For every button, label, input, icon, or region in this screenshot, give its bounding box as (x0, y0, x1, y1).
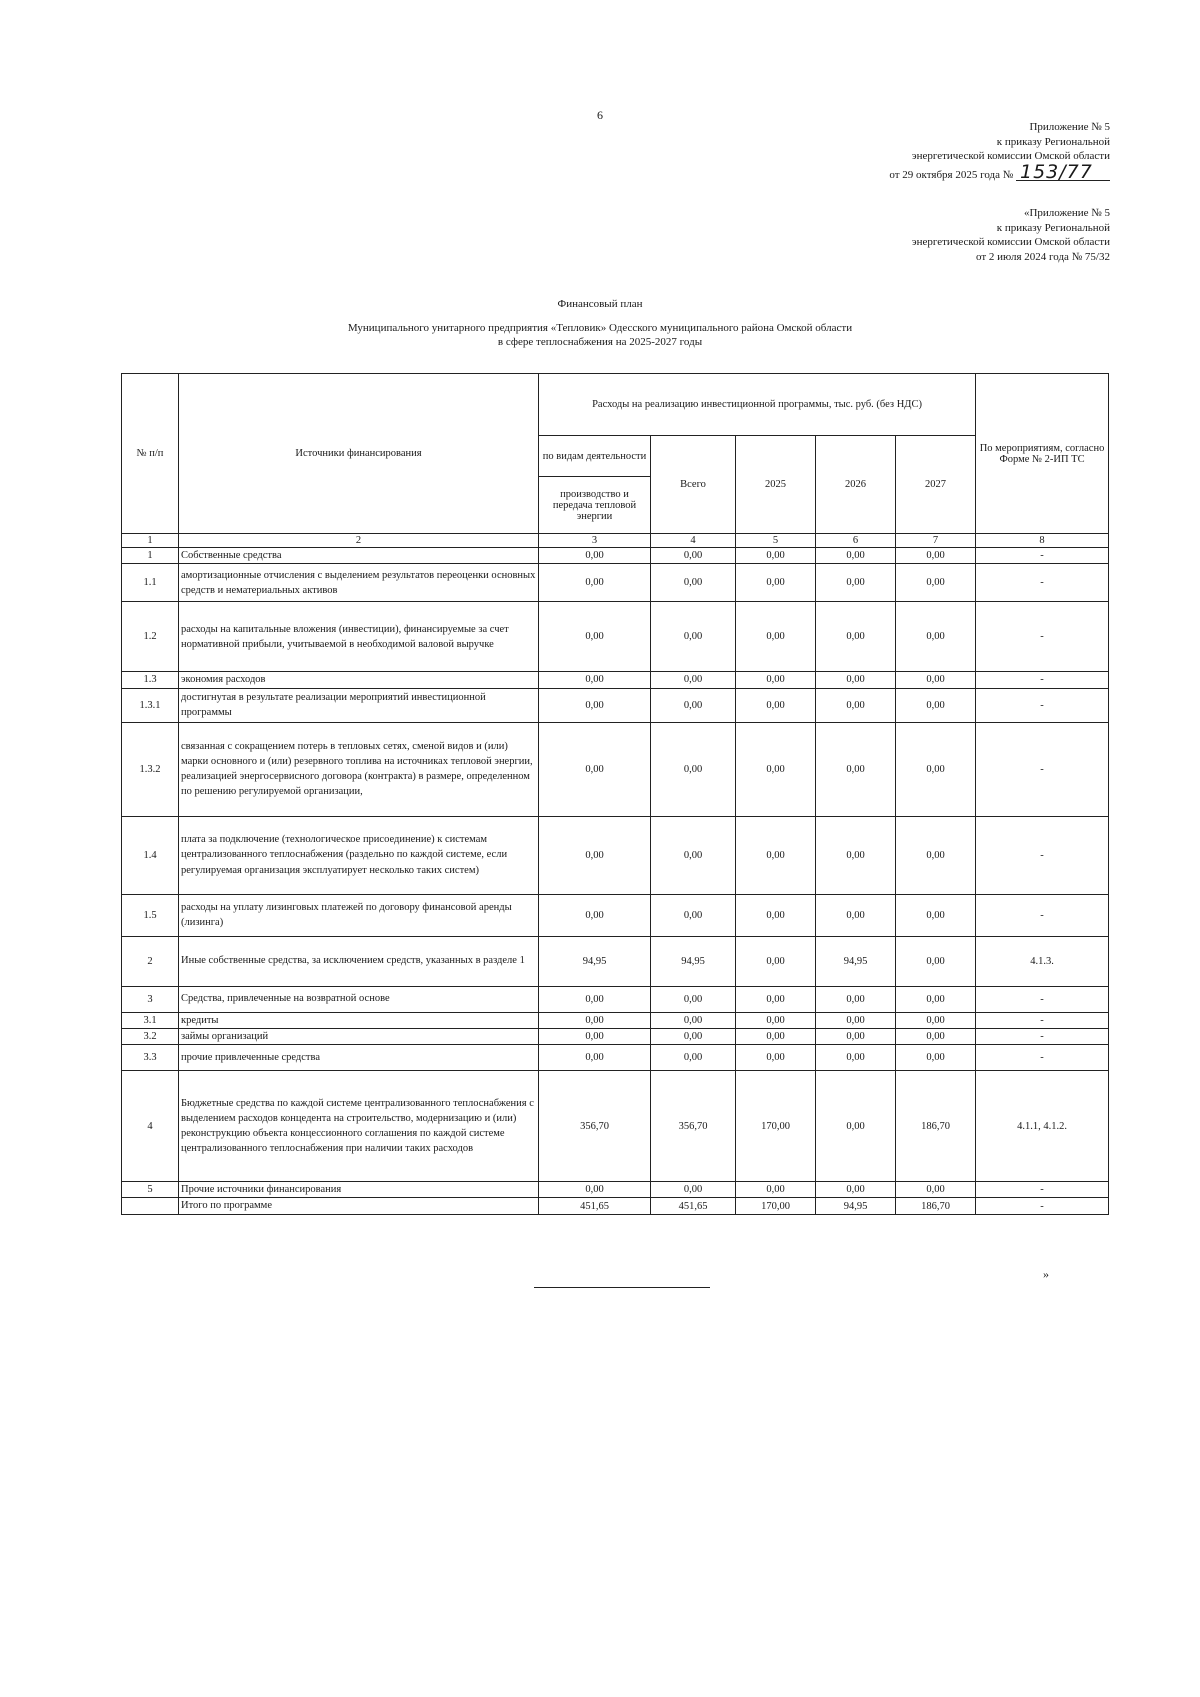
value-cell: 0,00 (651, 548, 736, 564)
value-cell: 0,00 (736, 688, 816, 722)
row-number-cell: 5 (122, 1182, 179, 1198)
value-cell: 0,00 (736, 894, 816, 936)
value-cell: 0,00 (736, 1012, 816, 1028)
value-cell: 0,00 (896, 1012, 976, 1028)
value-cell: 0,00 (539, 672, 651, 688)
source-name-cell: Иные собственные средства, за исключением средств, указанных в разделе 1 (179, 936, 539, 986)
measure-ref-cell: - (976, 1182, 1109, 1198)
table-row (122, 602, 1109, 672)
value-cell: 0,00 (736, 936, 816, 986)
value-cell: 170,00 (736, 1071, 816, 1182)
column-number-cell: 1 (122, 534, 179, 548)
header-total: Всего (651, 436, 736, 534)
value-cell: 0,00 (539, 688, 651, 722)
value-cell: 0,00 (651, 564, 736, 602)
document-title (0, 297, 1200, 350)
table-row (122, 722, 1109, 816)
table-row (122, 1012, 1109, 1028)
attachment-header-previous (912, 206, 1110, 264)
value-cell: 0,00 (896, 894, 976, 936)
table-row (122, 1028, 1109, 1044)
header-2025: 2025 (736, 436, 816, 534)
attachment-line: «Приложение № 5 (1023, 207, 1110, 219)
value-cell: 0,00 (816, 1012, 896, 1028)
row-number-cell: 4 (122, 1071, 179, 1182)
row-number-cell: 1.3 (122, 672, 179, 688)
source-name-cell: Итого по программе (179, 1198, 539, 1214)
attachment-line: к приказу Региональной (996, 221, 1110, 234)
row-number-cell: 1.2 (122, 602, 179, 672)
table-row (122, 816, 1109, 894)
value-cell: 0,00 (736, 548, 816, 564)
measure-ref-cell: 4.1.3. (976, 936, 1109, 986)
value-cell: 0,00 (736, 602, 816, 672)
row-number-cell: 1.3.1 (122, 688, 179, 722)
source-name-cell: расходы на капитальные вложения (инвестиции), финансируемые за счет нормативной прибыли, учитываемой в необходимой валовой выручке (179, 602, 539, 672)
row-number-cell: 1.1 (122, 564, 179, 602)
value-cell: 0,00 (896, 688, 976, 722)
table-row (122, 1182, 1109, 1198)
attachment-date: от 29 октября 2025 года № (889, 168, 1014, 181)
source-name-cell: экономия расходов (179, 672, 539, 688)
page-number: 6 (597, 108, 603, 122)
attachment-line: от 2 июля 2024 года № 75/32 (976, 250, 1110, 263)
attachment-line: к приказу Региональной (996, 135, 1110, 148)
value-cell: 0,00 (896, 602, 976, 672)
value-cell: 94,95 (651, 936, 736, 986)
closing-quote: » (1043, 1267, 1049, 1281)
value-cell: 0,00 (736, 722, 816, 816)
title-line: Финансовый план (557, 298, 643, 310)
value-cell: 0,00 (896, 722, 976, 816)
value-cell: 0,00 (736, 816, 816, 894)
value-cell: 0,00 (816, 986, 896, 1012)
value-cell: 0,00 (816, 672, 896, 688)
value-cell: 0,00 (816, 894, 896, 936)
source-name-cell: Прочие источники финансирования (179, 1182, 539, 1198)
value-cell: 356,70 (651, 1071, 736, 1182)
value-cell: 0,00 (896, 1045, 976, 1071)
value-cell: 186,70 (896, 1198, 976, 1214)
value-cell: 0,00 (651, 672, 736, 688)
value-cell: 0,00 (816, 722, 896, 816)
measure-ref-cell: - (976, 548, 1109, 564)
measure-ref-cell: - (976, 602, 1109, 672)
value-cell: 0,00 (651, 986, 736, 1012)
header-expenses-group: Расходы на реализацию инвестиционной программы, тыс. руб. (без НДС) (539, 374, 976, 436)
value-cell: 0,00 (736, 986, 816, 1012)
value-cell: 451,65 (539, 1198, 651, 1214)
source-name-cell: прочие привлеченные средства (179, 1045, 539, 1071)
source-name-cell: займы организаций (179, 1028, 539, 1044)
value-cell: 0,00 (816, 564, 896, 602)
row-number-cell: 3 (122, 986, 179, 1012)
measure-ref-cell: 4.1.1, 4.1.2. (976, 1071, 1109, 1182)
table-row (122, 548, 1109, 564)
source-name-cell: связанная с сокращением потерь в тепловых сетях, сменой видов и (или) марки основного и (или) резервного топлива на источниках тепловой энергии, реализацией энергосервисного договора (контракта) в размере, определенном по решению регулируемой организации, (179, 722, 539, 816)
value-cell: 0,00 (896, 816, 976, 894)
title-line: в сфере теплоснабжения на 2025-2027 годы (497, 336, 703, 348)
separator-line (534, 1287, 710, 1288)
value-cell: 0,00 (539, 564, 651, 602)
row-number-cell: 3.2 (122, 1028, 179, 1044)
measure-ref-cell: - (976, 688, 1109, 722)
column-number-cell: 4 (651, 534, 736, 548)
value-cell: 356,70 (539, 1071, 651, 1182)
value-cell: 0,00 (896, 564, 976, 602)
table-row (122, 688, 1109, 722)
value-cell: 0,00 (651, 816, 736, 894)
value-cell: 0,00 (896, 548, 976, 564)
value-cell: 94,95 (816, 1198, 896, 1214)
measure-ref-cell: - (976, 894, 1109, 936)
value-cell: 0,00 (539, 602, 651, 672)
source-name-cell: Собственные средства (179, 548, 539, 564)
table-body (122, 534, 1109, 1215)
row-number-cell: 1.3.2 (122, 722, 179, 816)
value-cell: 0,00 (816, 1045, 896, 1071)
header-num: № п/п (122, 374, 179, 534)
value-cell: 0,00 (651, 722, 736, 816)
measure-ref-cell: - (976, 986, 1109, 1012)
financial-plan-table (121, 373, 1109, 1215)
source-name-cell: амортизационные отчисления с выделением результатов переоценки основных средств и нематериальных активов (179, 564, 539, 602)
source-name-cell: достигнутая в результате реализации мероприятий инвестиционной программы (179, 688, 539, 722)
value-cell: 0,00 (539, 816, 651, 894)
value-cell: 0,00 (539, 1045, 651, 1071)
value-cell: 0,00 (539, 1028, 651, 1044)
attachment-line: энергетической комиссии Омской области (911, 236, 1110, 248)
value-cell: 0,00 (736, 1028, 816, 1044)
value-cell: 0,00 (539, 1182, 651, 1198)
value-cell: 0,00 (816, 1182, 896, 1198)
value-cell: 170,00 (736, 1198, 816, 1214)
table-row (122, 1045, 1109, 1071)
source-name-cell: кредиты (179, 1012, 539, 1028)
row-number-cell: 1.5 (122, 894, 179, 936)
header-source: Источники финансирования (179, 374, 539, 534)
measure-ref-cell: - (976, 1012, 1109, 1028)
value-cell: 0,00 (651, 1028, 736, 1044)
value-cell: 0,00 (816, 602, 896, 672)
row-number-cell (122, 1198, 179, 1214)
column-number-cell: 7 (896, 534, 976, 548)
row-number-cell: 1 (122, 548, 179, 564)
value-cell: 0,00 (896, 986, 976, 1012)
column-number-cell: 5 (736, 534, 816, 548)
header-activity-type: производство и передача тепловой энергии (539, 477, 651, 534)
table-row (122, 986, 1109, 1012)
value-cell: 0,00 (651, 602, 736, 672)
value-cell: 0,00 (651, 1012, 736, 1028)
value-cell: 0,00 (651, 1182, 736, 1198)
row-number-cell: 1.4 (122, 816, 179, 894)
value-cell: 0,00 (539, 986, 651, 1012)
row-number-cell: 2 (122, 936, 179, 986)
source-name-cell: плата за подключение (технологическое присоединение) к системам централизованного теплоснабжения (раздельно по каждой системе, если регулируемая организация эксплуатирует несколько таких систем) (179, 816, 539, 894)
value-cell: 0,00 (736, 564, 816, 602)
table-row (122, 894, 1109, 936)
measure-ref-cell: - (976, 672, 1109, 688)
value-cell: 0,00 (539, 722, 651, 816)
value-cell: 186,70 (896, 1071, 976, 1182)
table-row (122, 1071, 1109, 1182)
source-name-cell: Бюджетные средства по каждой системе централизованного теплоснабжения с выделением расходов концедента на строительство, модернизацию и (или) реконструкцию объекта концессионного соглашения по каждой системе централизованного теплоснабжения при наличии таких расходов (179, 1071, 539, 1182)
value-cell: 0,00 (736, 672, 816, 688)
value-cell: 0,00 (896, 1182, 976, 1198)
measure-ref-cell: - (976, 1198, 1109, 1214)
attachment-date-line (889, 160, 1110, 183)
value-cell: 0,00 (816, 816, 896, 894)
table-row (122, 1198, 1109, 1214)
column-number-cell: 6 (816, 534, 896, 548)
value-cell: 0,00 (816, 688, 896, 722)
value-cell: 451,65 (651, 1198, 736, 1214)
column-number-row (122, 534, 1109, 548)
header-by-measures: По мероприятиям, согласно Форме № 2-ИП ТС (976, 374, 1109, 534)
header-2027: 2027 (896, 436, 976, 534)
value-cell: 0,00 (816, 548, 896, 564)
measure-ref-cell: - (976, 564, 1109, 602)
measure-ref-cell: - (976, 1028, 1109, 1044)
value-cell: 0,00 (816, 1071, 896, 1182)
value-cell: 0,00 (896, 672, 976, 688)
value-cell: 0,00 (896, 1028, 976, 1044)
attachment-header-current (889, 120, 1110, 182)
value-cell: 94,95 (816, 936, 896, 986)
row-number-cell: 3.3 (122, 1045, 179, 1071)
measure-ref-cell: - (976, 1045, 1109, 1071)
value-cell: 0,00 (539, 894, 651, 936)
title-line: Муниципального унитарного предприятия «Тепловик» Одесского муниципального района Омской области (347, 321, 853, 334)
value-cell: 0,00 (896, 936, 976, 986)
source-name-cell: Средства, привлеченные на возвратной основе (179, 986, 539, 1012)
value-cell: 0,00 (651, 1045, 736, 1071)
table-row (122, 672, 1109, 688)
attachment-line: энергетической комиссии Омской области (911, 150, 1110, 162)
value-cell: 0,00 (736, 1045, 816, 1071)
row-number-cell: 3.1 (122, 1012, 179, 1028)
column-number-cell: 2 (179, 534, 539, 548)
measure-ref-cell: - (976, 816, 1109, 894)
source-name-cell: расходы на уплату лизинговых платежей по договору финансовой аренды (лизинга) (179, 894, 539, 936)
column-number-cell: 3 (539, 534, 651, 548)
value-cell: 0,00 (651, 894, 736, 936)
header-2026: 2026 (816, 436, 896, 534)
measure-ref-cell: - (976, 722, 1109, 816)
column-number-cell: 8 (976, 534, 1109, 548)
value-cell: 0,00 (539, 548, 651, 564)
header-by-activity: по видам деятельности (539, 436, 651, 477)
handwritten-order-number: 153/77 (1016, 164, 1110, 181)
value-cell: 94,95 (539, 936, 651, 986)
table-row (122, 936, 1109, 986)
value-cell: 0,00 (539, 1012, 651, 1028)
value-cell: 0,00 (651, 688, 736, 722)
value-cell: 0,00 (816, 1028, 896, 1044)
table-row (122, 564, 1109, 602)
value-cell: 0,00 (736, 1182, 816, 1198)
attachment-line: Приложение № 5 (1029, 121, 1110, 133)
